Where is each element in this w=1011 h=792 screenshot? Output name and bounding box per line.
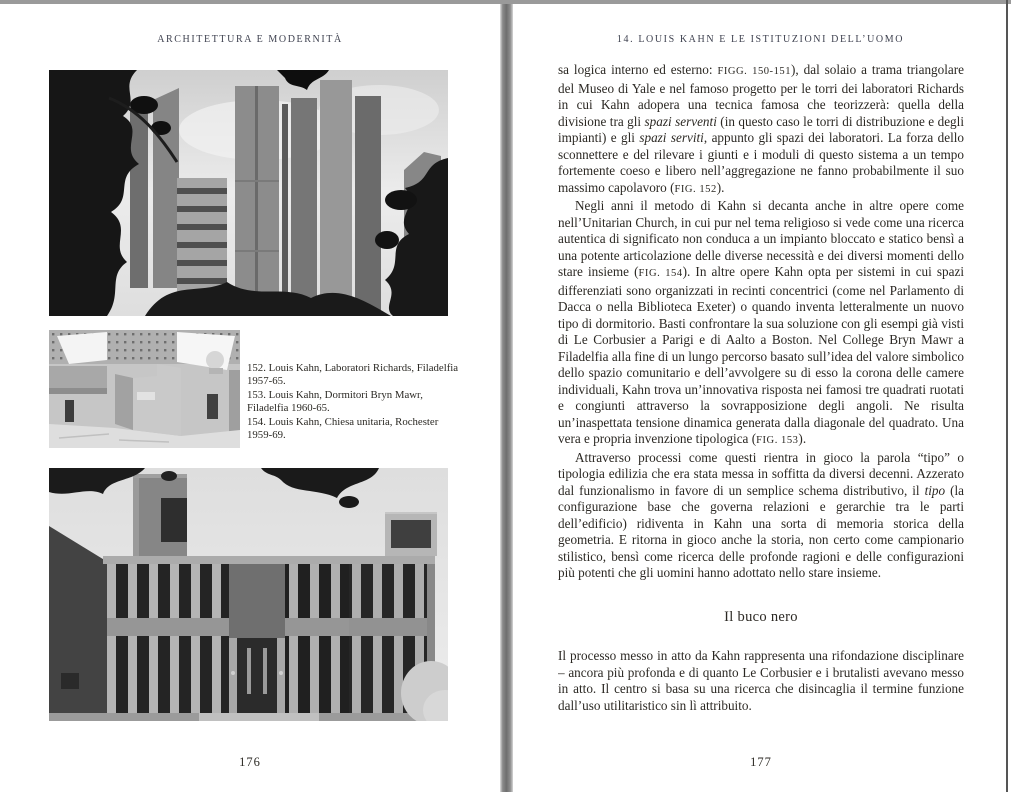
text-run: (in questo caso le torri di distribuzione e degli impianti) e gli [558,113,964,145]
roof-monitor [385,512,437,556]
caption-152: 152. Louis Kahn, Laboratori Richards, Filadelfia 1957-65. [247,362,459,388]
text-run: spazi serventi [644,113,717,129]
text-run: ), dal solaio a trama triangolare del Museo di Yale e nel famoso progetto per le torri dei laboratori Richards in cui Kahn adopera una tecnica famosa che teorizzerà: quella della divisione tra gli [558,62,964,129]
text-run: FIG. 152 [674,183,717,195]
text-run: ). [798,431,807,446]
text-run: sa logica interno ed esterno: [558,62,718,77]
brick-building-photo-graphic [49,468,448,721]
paragraph-4 [558,648,964,714]
text-run: (la configurazione base che governa relazioni e gerarchie tra le parti dell’edificio) ridiventa in Kahn una sorta di memoria storica della geometria. E ritorna in gioco anche la storia, non certo come campionario stilistico, bensì come ricerca delle profonde ragioni e delle configurazioni più potenti che gli uomini hanno adottato nello stare insieme. [558,482,964,580]
section-heading: Il buco nero [724,608,798,625]
page-left [0,0,500,792]
cornice [103,556,435,564]
right-page-number: 177 [750,755,772,769]
page-right [513,0,1008,792]
scan-top-edge [0,0,1011,4]
text-run: ). [716,179,725,195]
body-text-column [558,62,964,730]
caption-153: 153. Louis Kahn, Dormitori Bryn Mawr, Filadelfia 1960-65. [247,388,423,415]
text-run: Negli anni il metodo di Kahn si decanta anche in altre opere come nell’Unitarian Church, in cui pur nel tema religioso si vede come una ricerca autentica di significato non conduca a un impianto bloccato e statico bensì a una potente articolazione delle diverse necessità e dei diversi momenti dello stare insieme ( [558,198,964,279]
tower [133,474,187,564]
left-page-number: 176 [239,755,261,769]
figure-photo-middle [49,330,240,448]
paragraph-2 [558,198,964,450]
text-run: FIGG. 150-151 [717,66,791,77]
text-run: Il processo messo in atto da Kahn rappresenta una rifondazione disciplinare – ancora più profonda e di quanto Le Corbusier e i brutalisti avevano messo in atto. Il centro si basa su una ricerca che disincaglia il termine funzione dall’uso utilitaristico sin lì attribuito. [558,648,964,713]
text-run: FIG. 154 [638,268,683,279]
entrance-block [229,564,285,713]
paragraph-3 [558,450,964,582]
left-running-head: ARCHITETTURA E MODERNITÀ [157,34,343,45]
paragraph-1 [558,62,964,198]
scan-right-edge [1006,0,1008,792]
right-running-head: 14. LOUIS KAHN E LE ISTITUZIONI DELL’UOMO [616,34,905,45]
figure-photo-bottom [49,468,448,721]
text-run: , appunto gli spazi dei laboratori. La forza dello sconnettere e del rilevare i giunti e i moduli di questo sistema a un tempo fortemente coeso e libero nell’aggregazione ne fanno probabilmente il suo massimo capolavoro ( [558,130,964,195]
figure-photo-top [49,70,448,316]
text-run: spazi serviti [639,130,704,145]
richards-labs-photo-graphic [49,70,448,316]
text-run: tipo [924,482,946,498]
caption-block [247,362,461,442]
left-colonnade [107,564,229,713]
interior-photo-graphic [49,330,240,448]
caption-154: 154. Louis Kahn, Chiesa unitaria, Rochester 1959-69. [247,415,439,441]
text-run: Attraverso processi come questi rientra in gioco la parola “tipo” o tipologia edilizia che era stata messa in soffitta da diversi decenni. Azzerato dal funzionalismo in favore di un semplice schema distributivo, il [558,449,964,498]
book-spine-gutter [500,0,513,792]
text-run: ). In altre opere Kahn opta per sistemi in cui spazi differenziati sono organizzati in recinti concentrici (come nel Parlamento di Dacca o nella Biblioteca Exeter) o quando inventa letteralmente un nuovo tipo di dormitorio. Basti confrontare la sua soluzione con gli esempi già visti di Le Corbusier a Parigi e di Aalto a Boston. Nel College Bryn Mawr a Filadelfia alla fine di un lungo percorso basato sull’idea del valore simbolico dello spazio comunitario e dell’avvolgere su di esso la corona delle camere individuali, Kahn trova un’innovativa risposta nei famosi tre quadrati ruotati e congiunti attraverso la sovrapposizione degli angoli. Ne risulta un’inaspettata tensione dinamica generata dalla diagonale del quadrato. Una vera e propria invenzione tipologica ( [558,264,964,446]
text-run: FIG. 153 [756,435,799,446]
